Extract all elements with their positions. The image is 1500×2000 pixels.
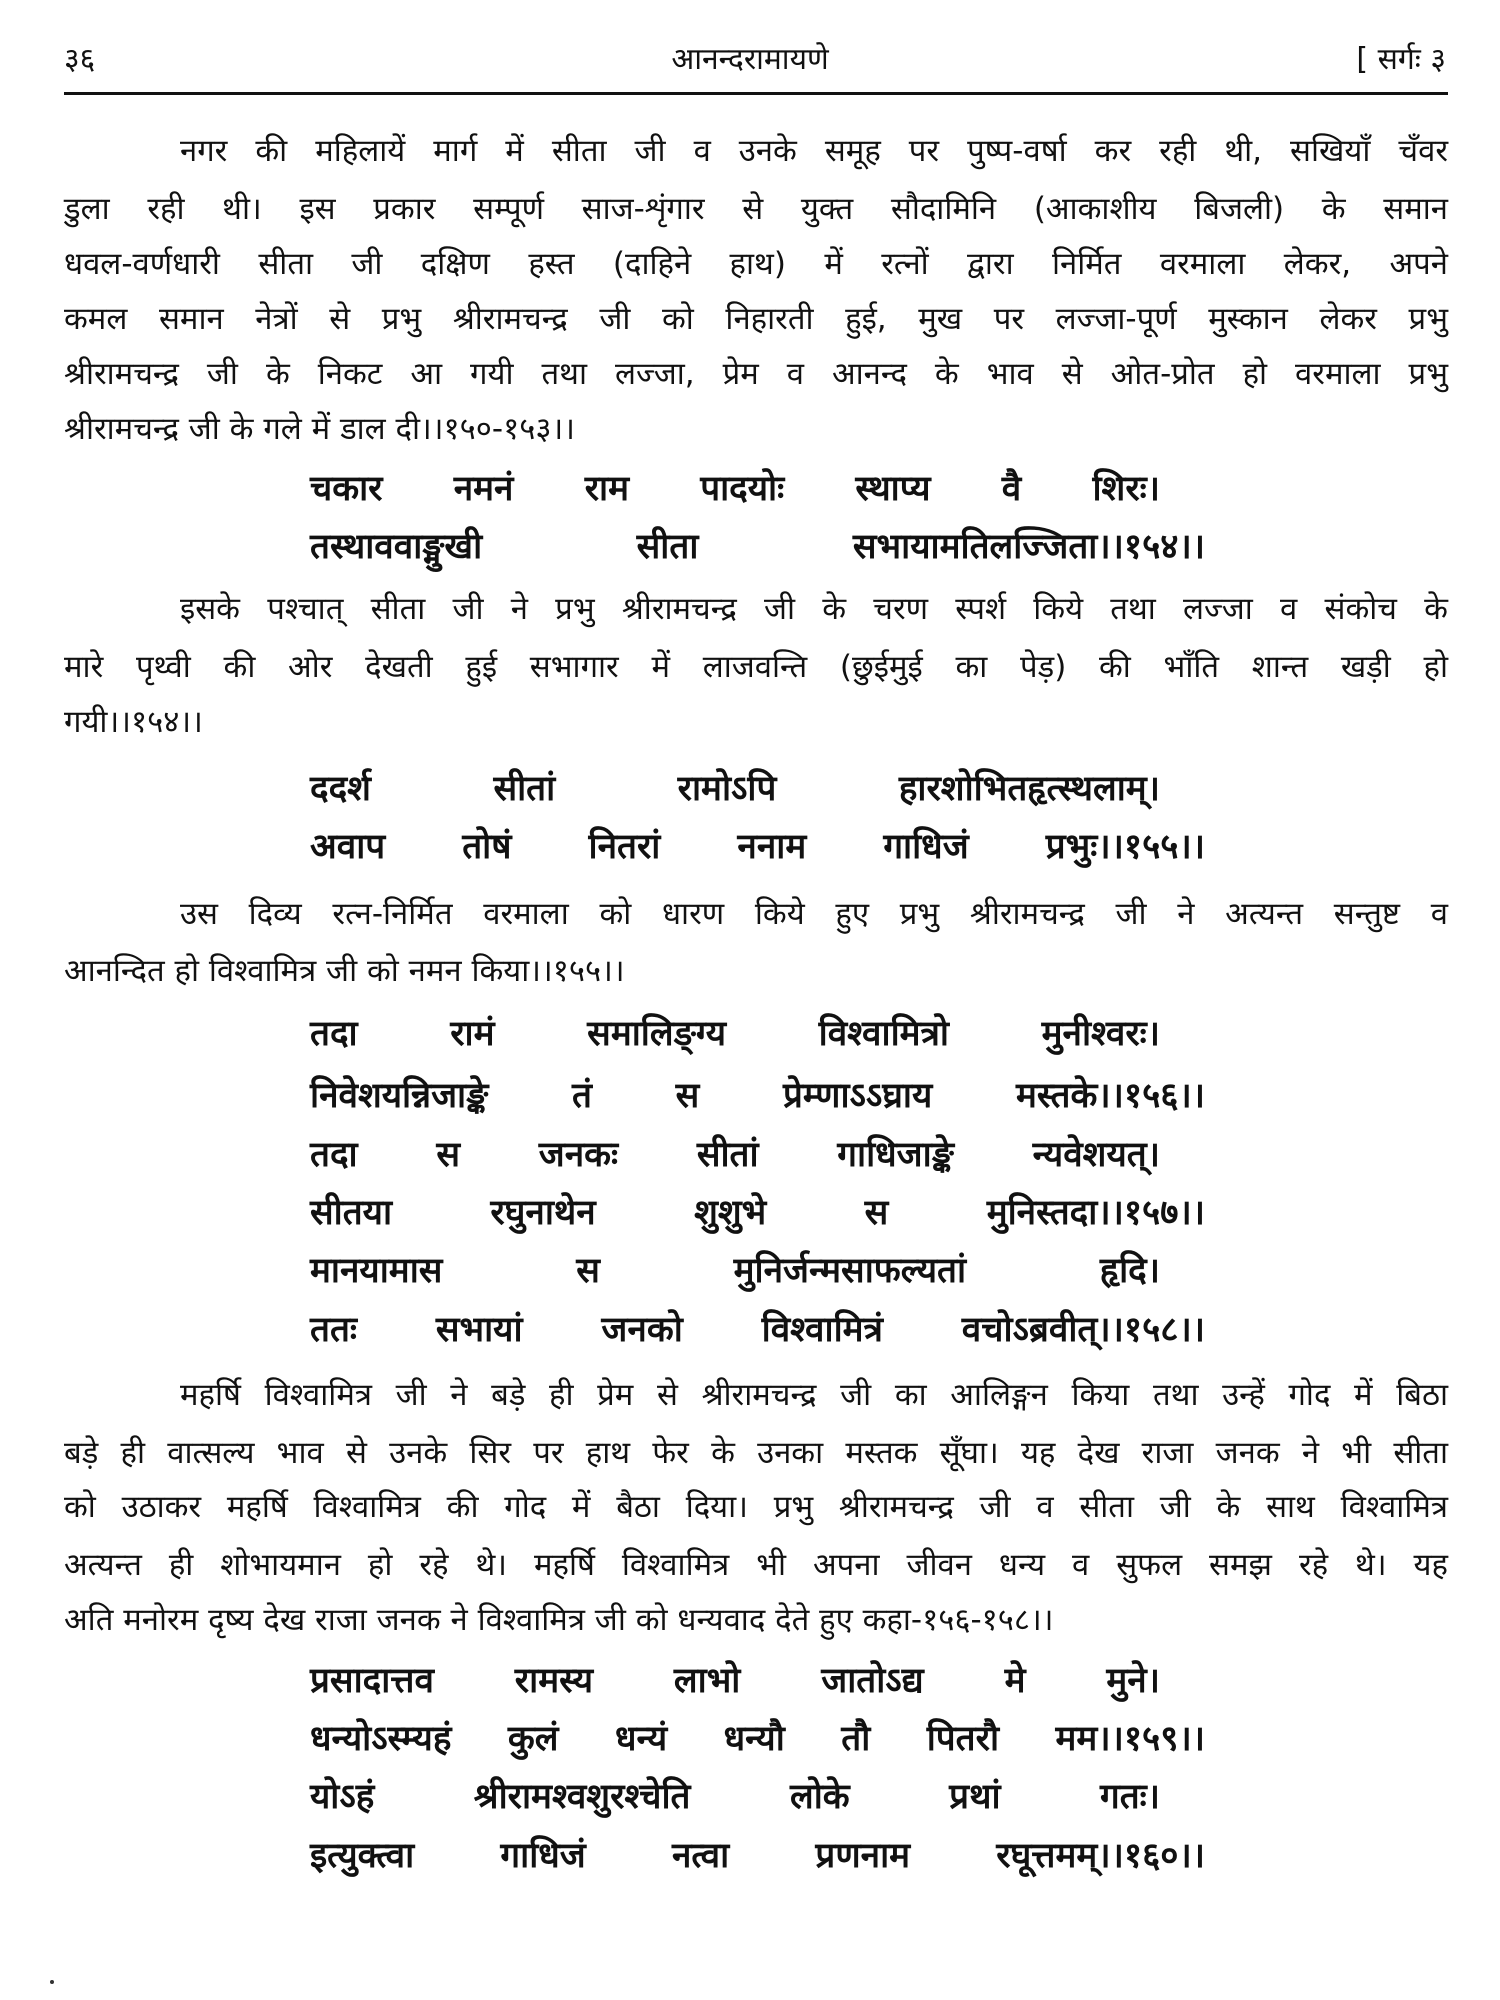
shloka-line: तस्थाववाङ्मुखी सीता सभायामतिलज्जिता।।१५४।। bbox=[310, 527, 1205, 567]
text-line: अत्यन्त ही शोभायमान हो रहे थे। महर्षि विश्वामित्र भी अपना जीवन धन्य व सुफल समझ रहे थे। यह bbox=[64, 1547, 1448, 1583]
text-line: इसके पश्चात् सीता जी ने प्रभु श्रीरामचन्द्र जी के चरण स्पर्श किये तथा लज्जा व संकोच के bbox=[180, 591, 1448, 627]
shloka-line: इत्युक्त्वा गाधिजं नत्वा प्रणनाम रघूत्तमम्।।१६०।। bbox=[310, 1836, 1205, 1876]
shloka-line: मानयामास स मुनिर्जन्मसाफल्यतां हृदि। bbox=[310, 1251, 1160, 1291]
text-line: धवल-वर्णधारी सीता जी दक्षिण हस्त (दाहिने हाथ) में रत्नों द्वारा निर्मित वरमाला लेकर, अपने bbox=[64, 246, 1448, 282]
text-line: नगर की महिलायें मार्ग में सीता जी व उनके समूह पर पुष्प-वर्षा कर रही थी, सखियाँ चँवर bbox=[180, 133, 1448, 169]
shloka-line: प्रसादात्तव रामस्य लाभो जातोऽद्य मे मुने। bbox=[310, 1661, 1160, 1701]
text-line: अति मनोरम दृष्य देख राजा जनक ने विश्वामित्र जी को धन्यवाद देते हुए कहा-१५६-१५८।। bbox=[64, 1602, 1054, 1638]
book-title: आनन्दरामायणे bbox=[671, 42, 829, 77]
text-line: उस दिव्य रत्न-निर्मित वरमाला को धारण किये हुए प्रभु श्रीरामचन्द्र जी ने अत्यन्त सन्तुष्ट व bbox=[180, 896, 1448, 932]
text-line: श्रीरामचन्द्र जी के निकट आ गयी तथा लज्जा, प्रेम व आनन्द के भाव से ओत-प्रोत हो वरमाला प्रभु bbox=[64, 356, 1448, 392]
page-number: ३६ bbox=[64, 42, 96, 77]
shloka-line: चकार नमनं राम पादयोः स्थाप्य वै शिरः। bbox=[310, 469, 1160, 509]
shloka-line: अवाप तोषं नितरां ननाम गाधिजं प्रभुः।।१५५।। bbox=[310, 827, 1205, 867]
shloka-line: तदा स जनकः सीतां गाधिजाङ्के न्यवेशयत्। bbox=[310, 1135, 1160, 1175]
text-line: कमल समान नेत्रों से प्रभु श्रीरामचन्द्र जी को निहारती हुई, मुख पर लज्जा-पूर्ण मुस्कान लेकर प्रभु bbox=[64, 301, 1448, 337]
header-rule bbox=[64, 92, 1448, 95]
shloka-line: ददर्श सीतां रामोऽपि हारशोभितहृत्स्थलाम्। bbox=[310, 769, 1160, 809]
text-line: मारे पृथ्वी की ओर देखती हुई सभागार में लाजवन्ति (छुईमुई का पेड़) की भाँति शान्त खड़ी हो bbox=[64, 649, 1448, 685]
text-line: बड़े ही वात्सल्य भाव से उनके सिर पर हाथ फेर के उनका मस्तक सूँघा। यह देख राजा जनक ने भी सीता bbox=[64, 1435, 1449, 1471]
shloka-line: ततः सभायां जनको विश्वामित्रं वचोऽब्रवीत्।।१५८।। bbox=[310, 1310, 1205, 1350]
shloka-line: निवेशयन्निजाङ्के तं स प्रेम्णाऽऽघ्राय मस्तके।।१५६।। bbox=[310, 1076, 1205, 1116]
text-line: डुला रही थी। इस प्रकार सम्पूर्ण साज-शृंगार से युक्त सौदामिनि (आकाशीय बिजली) के समान bbox=[64, 191, 1448, 227]
text-line: को उठाकर महर्षि विश्वामित्र की गोद में बैठा दिया। प्रभु श्रीरामचन्द्र जी व सीता जी के साथ विश्वामित्र bbox=[64, 1489, 1448, 1525]
section-label: [ सर्गः ३ bbox=[1356, 42, 1446, 77]
text-line: आनन्दित हो विश्वामित्र जी को नमन किया।।१५५।। bbox=[64, 953, 625, 989]
text-line: श्रीरामचन्द्र जी के गले में डाल दी।।१५०-१५३।। bbox=[64, 411, 575, 447]
scan-speck bbox=[50, 1980, 54, 1984]
shloka-line: सीतया रघुनाथेन शुशुभे स मुनिस्तदा।।१५७।। bbox=[310, 1193, 1205, 1233]
shloka-line: धन्योऽस्म्यहं कुलं धन्यं धन्यौ तौ पितरौ मम।।१५९।। bbox=[310, 1719, 1205, 1759]
shloka-line: योऽहं श्रीरामश्वशुरश्चेति लोके प्रथां गतः। bbox=[310, 1777, 1160, 1817]
text-line: महर्षि विश्वामित्र जी ने बड़े ही प्रेम से श्रीरामचन्द्र जी का आलिङ्गन किया तथा उन्हें गोद में बिठा bbox=[180, 1377, 1448, 1413]
shloka-line: तदा रामं समालिङ्ग्य विश्वामित्रो मुनीश्वरः। bbox=[310, 1014, 1160, 1054]
text-line: गयी।।१५४।। bbox=[64, 704, 203, 740]
